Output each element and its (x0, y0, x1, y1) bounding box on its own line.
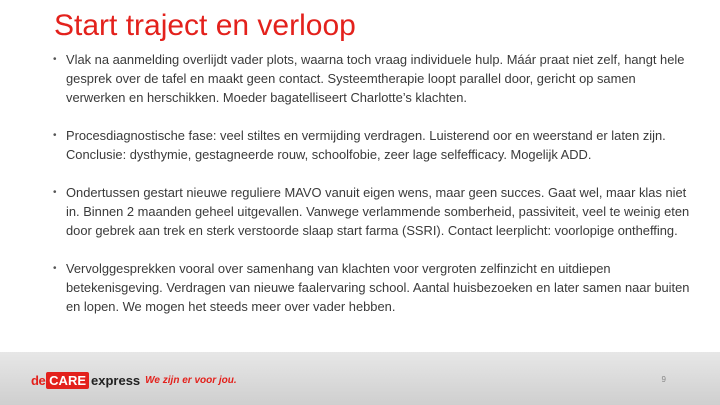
decare-express-logo (31, 369, 237, 391)
bullet-text: Procesdiagnostische fase: veel stiltes en vermijding verdragen. Luisterend oor en weerstand er laten zijn. Conclusie: dysthymie, gestagneerde rouw, schoolfobie, zeer lage selfefficacy. Mogelijk ADD. (66, 128, 666, 162)
logo-slogan: We zijn er voor jou. (145, 374, 237, 386)
bullet-dot-icon: • (53, 54, 57, 65)
bullet-text: Vervolggesprekken vooral over samenhang van klachten voor vergroten zelfinzicht en uitdiepen betekenisgeving. Verdragen van nieuwe faalervaring school. Aantal huisbezoeken en later samen naar buiten en lopen. We mogen het steeds meer over vader hebben. (66, 261, 690, 314)
bullet-item (52, 50, 692, 107)
bullet-list (52, 50, 692, 316)
logo-highlight: CARE (46, 372, 89, 389)
bullet-text: Vlak na aanmelding overlijdt vader plots, waarna toch vraag individuele hulp. Máár praat niet zelf, hangt hele gesprek over de tafel en maakt geen contact. Systeemtherapie loopt parallel door, gericht op samen verwerken en herschikken. Moeder bagatelliseert Charlotte’s klachten. (66, 52, 685, 105)
logo-suffix: express (91, 372, 141, 388)
bullet-item (52, 259, 692, 316)
bullet-dot-icon: • (53, 187, 57, 198)
page-number: 9 (661, 375, 666, 384)
bullet-item (52, 126, 692, 164)
footer-bar (0, 352, 720, 405)
bullet-item (52, 183, 692, 240)
bullet-dot-icon: • (53, 130, 57, 141)
bullet-text: Ondertussen gestart nieuwe reguliere MAVO vanuit eigen wens, maar geen succes. Gaat wel, maar klas niet in. Binnen 2 maanden geheel uitgevallen. Vanwege verlammende somberheid, passiviteit, veel te weinig eten door gebrek aan trek en sterk verstoorde slaap start farma (SSRI). Contact leerplicht: voorlopige ontheffing. (66, 185, 690, 238)
slide-title: Start traject en verloop (54, 9, 356, 42)
bullet-dot-icon: • (53, 263, 57, 274)
logo-prefix: de (31, 372, 46, 388)
